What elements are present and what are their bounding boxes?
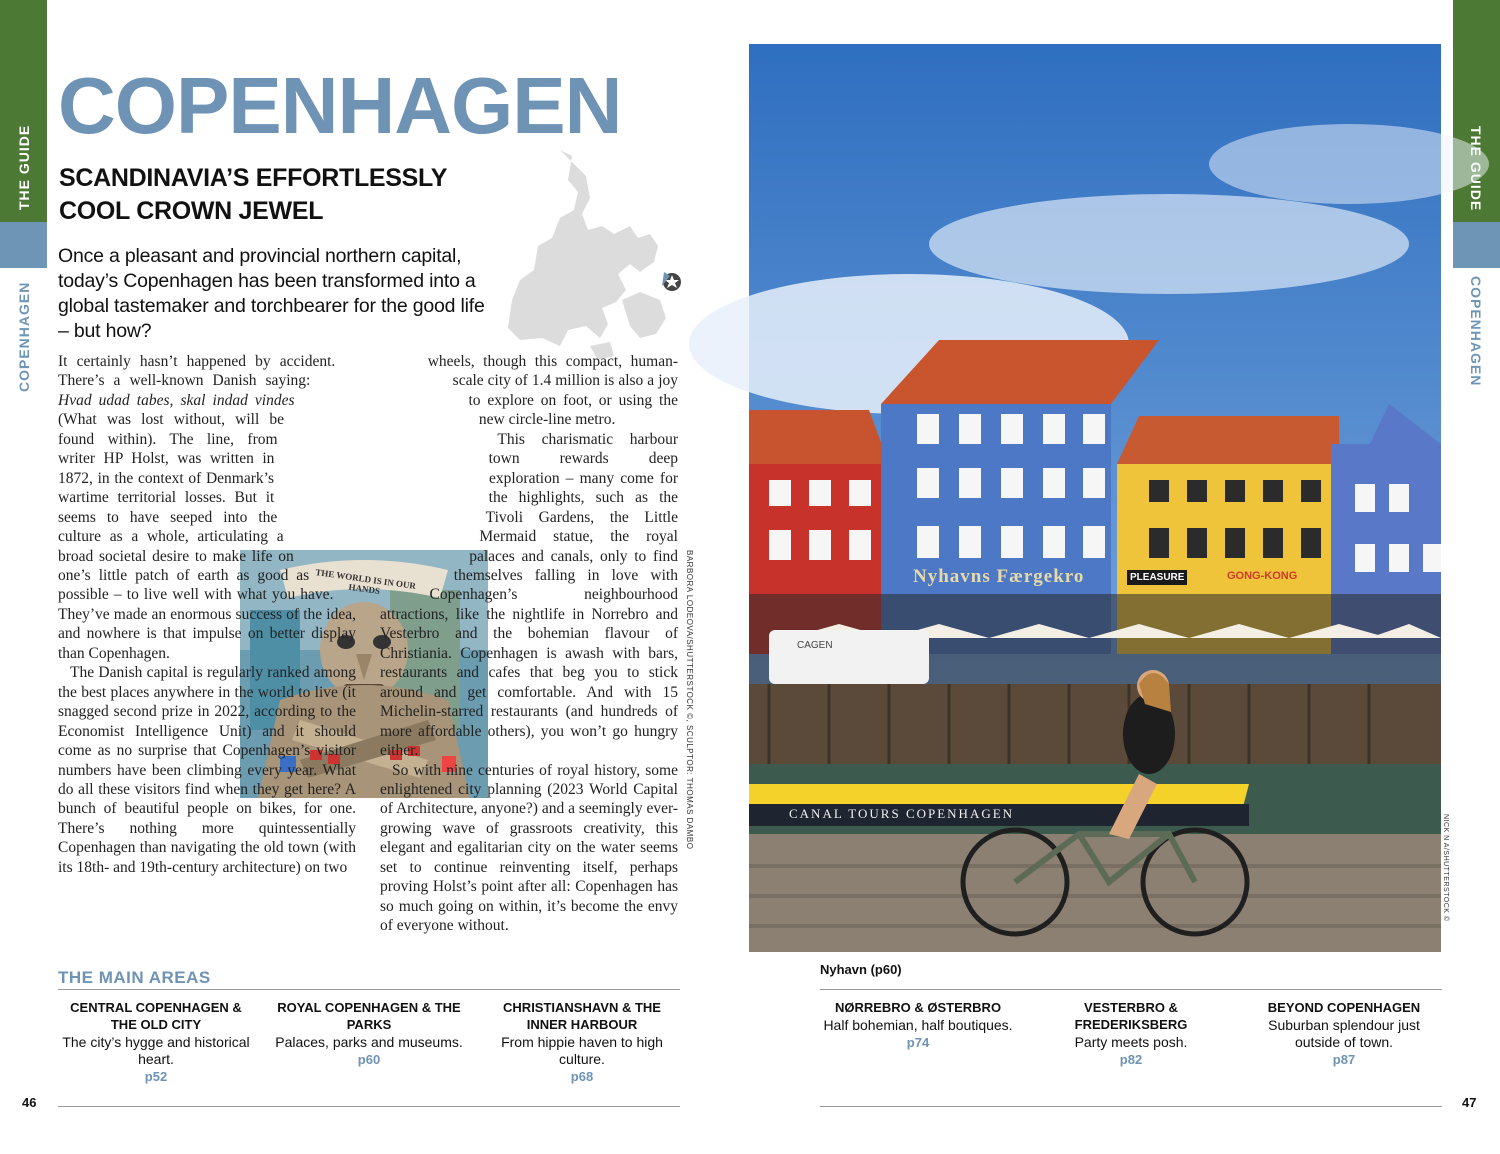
subtitle-line-1: SCANDINAVIA’S EFFORTLESSLY: [59, 164, 448, 192]
page-number-right: 47: [1462, 1095, 1477, 1110]
areas-rule-right: [820, 989, 1442, 990]
article-paragraph: wheels, though this compact, human-scale city of 1.4 million is also a joy to explore on foot, or using the new circle-line metro.: [427, 353, 678, 429]
guide-label-left: THE GUIDE: [16, 124, 32, 210]
area-page-link[interactable]: p82: [1119, 1052, 1143, 1067]
main-areas-heading: THE MAIN AREAS: [58, 968, 211, 987]
areas-rule-left: [58, 989, 680, 990]
section-tab-left: [0, 222, 47, 268]
troll-photo-credit: BARBORA LODEOVA/SHUTTERSTOCK ©, SCULPTOR: THOMAS DAMBO: [685, 550, 694, 850]
photo-caption: Nyhavn (p60): [820, 962, 902, 977]
section-tab-right: [1453, 222, 1500, 268]
footer-rule-right: [820, 1106, 1442, 1107]
section-label-left: COPENHAGEN: [16, 281, 32, 392]
nyhavn-photo-credit: NICK N A/SHUTTERSTOCK ©: [1442, 814, 1449, 922]
area-beyond-copenhagen: BEYOND COPENHAGEN Suburban splendour just outside of town. p87: [1244, 999, 1444, 1068]
area-page-link[interactable]: p68: [570, 1069, 594, 1084]
area-christianshavn: CHRISTIANSHAVN & THE INNER HARBOUR From hippie haven to high culture. p68: [482, 999, 682, 1085]
nyhavn-photo: [749, 44, 1449, 952]
area-royal-copenhagen: ROYAL COPENHAGEN & THE PARKS Palaces, parks and museums. p60: [269, 999, 469, 1068]
area-page-link[interactable]: p60: [357, 1052, 381, 1067]
denmark-map: [490, 150, 690, 370]
area-vesterbro: VESTERBRO & FREDERIKSBERG Party meets posh. p82: [1031, 999, 1231, 1068]
article-paragraph: It certainly hasn’t happened by accident. There’s a well-known Danish saying: Hvad udad tabes, skal indad vindes (What was lost without, will be found within). The line, from writer HP Holst, was written in 1872, in the context of Denmark’s wartime territorial losses. But it seems to have seeped into the culture as a whole, articulating a broad societal desire to make life on one’s little patch of earth as good as possible – to live well with what you have. They’ve made an enormous success of the idea, and nowhere is that impulse on better display than Copenhagen.: [58, 353, 356, 662]
article-column-1: [58, 352, 356, 877]
article-paragraph: This charismatic harbour town rewards deep exploration – many come for the highlights, such as the Tivoli Gardens, the Little Mermaid statue, the royal palaces and canals, only to find themselves falling in love with Copenhagen’s neighbourhood attractions, like the nightlife in Norrebro and Vesterbro and the bohemian flavour of Christiania. Copenhagen is awash with bars, restaurants and cafes that beg you to stick around and get comfortable. And with 15 Michelin-starred restaurants (and hundreds of more affordable others), you won’t go hungry either.: [380, 430, 678, 760]
page-subtitle: [59, 162, 447, 228]
page-number-left: 46: [22, 1095, 37, 1110]
boat-text: CANAL TOURS COPENHAGEN: [789, 806, 1015, 821]
subtitle-line-2: COOL CROWN JEWEL: [59, 197, 324, 225]
shop-sign-text: Nyhavns Færgekro: [913, 566, 1085, 587]
section-label-right: COPENHAGEN: [1468, 276, 1484, 387]
area-page-link[interactable]: p74: [906, 1035, 930, 1050]
article-column-2: [380, 352, 678, 936]
area-page-link[interactable]: p87: [1332, 1052, 1356, 1067]
van-text: CAGEN: [797, 640, 833, 651]
troll-banner-text: THE WORLD IS IN OUR HANDS: [314, 567, 417, 597]
article-paragraph: The Danish capital is regularly ranked among the best places anywhere in the world to live (it snagged second prize in 2022, according to the Economist Intelligence Unit) and it should come as no surprise that Copenhagen’s visitor numbers have been climbing every year. What do all these visitors find when they get here? A bunch of beautiful people on bikes, for one. There’s nothing more quintessentially Copenhagen than navigating the old town (with its 18th- and 19th-century architecture) on two: [58, 664, 356, 876]
area-norrebro: NØRREBRO & ØSTERBRO Half bohemian, half boutiques. p74: [818, 999, 1018, 1051]
shop-pleasure-sign: PLEASURE: [1127, 570, 1187, 585]
page-title: COPENHAGEN: [58, 61, 622, 150]
footer-rule-left: [58, 1106, 680, 1107]
intro-paragraph: Once a pleasant and provincial northern capital, today’s Copenhagen has been transformed into a global tastemaker and torchbearer for the good life – but how?: [58, 245, 485, 342]
shop-gong-sign: GONG-KONG: [1227, 570, 1298, 582]
article-paragraph: So with nine centuries of royal history, some enlightened city planning (2023 World Capital of Architecture, anyone?) and a seemingly ever-growing wave of grassroots creativity, this elegant and egalitarian city on the water seems set to continue reinventing itself, perhaps proving Holst’s point after all: Copenhagen has so much going on within, it’s become the envy of everyone without.: [380, 761, 678, 935]
area-page-link[interactable]: p52: [144, 1069, 168, 1084]
area-central-copenhagen: CENTRAL COPENHAGEN & THE OLD CITY The city’s hygge and historical heart. p52: [56, 999, 256, 1085]
